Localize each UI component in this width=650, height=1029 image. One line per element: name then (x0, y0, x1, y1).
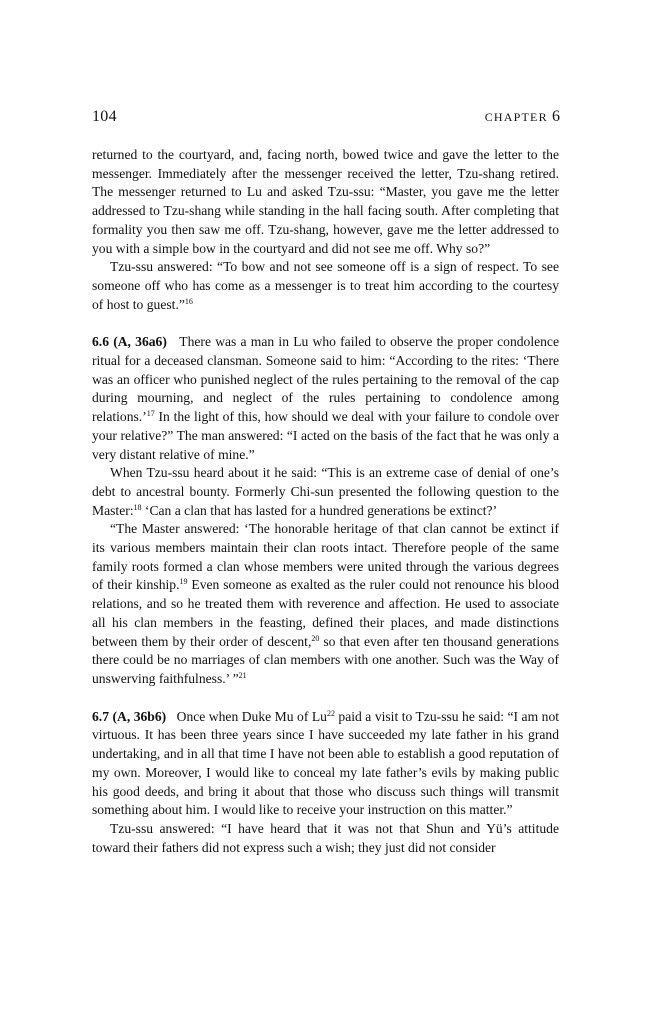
section-number: 6.6 (A, 36a6) (92, 334, 167, 350)
paragraph-text: ‘Can a clan that has lasted for a hundred generations be extinct?’ (141, 502, 498, 518)
footnote-ref: 18 (133, 502, 142, 512)
footnote-ref: 16 (184, 296, 193, 306)
paragraph-text: In the light of this, how should we deal with your failure to condole over your relative?” The man answered: “I acted on the basis of the fact that he was only a very distant relative of mine.” (92, 409, 559, 462)
chapter-heading (485, 108, 560, 126)
section-6-7 (92, 708, 559, 820)
paragraph-text: so that even after ten thousand generations there could be no marriages of clan members with one another. Such was the Way of unswerving faithfulness.’ ” (92, 633, 559, 686)
page-number: 104 (92, 108, 117, 125)
footnote-ref: 22 (326, 708, 335, 718)
paragraph-text: paid a visit to Tzu-ssu he said: “I am not virtuous. It has been three years since I have succeeded my late father in his grand undertaking, and in all that time I have not been able to establish a good reputation of my own. Moreover, I would like to conceal my late father’s evils by making public his good deeds, and bring it about that those who discuss such things will transmit something about him. I would like to receive your instruction on this matter.” (92, 708, 560, 818)
page-body (92, 146, 559, 857)
section-number: 6.7 (A, 36b6) (92, 708, 167, 724)
paragraph-text: Once when Duke Mu of Lu (176, 708, 327, 724)
paragraph-text: Tzu-ssu answered: “To bow and not see someone off is a sign of respect. To see someone off who has come as a messenger is to treat him according to the courtesy of host to guest.” (92, 259, 559, 312)
paragraph-text: “The Master answered: ‘The honorable heritage of that clan cannot be extinct if its various members maintain their clan roots intact. Therefore people of the same family roots formed a clan whose members were united through the various degrees of their kinship. (92, 521, 559, 593)
paragraph-text: Even someone as exalted as the ruler could not renounce his blood relations, and so he treated them with reverence and affection. He used to associate all his clan members in the feasting, defined their places, and made distinctions between them by their order of descent, (92, 577, 559, 649)
footnote-ref: 19 (179, 577, 188, 587)
paragraph: Tzu-ssu answered: “I have heard that it was not that Shun and Yü’s attitude toward their fathers did not express such a wish; they just did not consider (92, 820, 559, 855)
footnote-ref: 17 (146, 409, 155, 419)
paragraph (92, 464, 559, 520)
footnote-ref: 20 (311, 633, 320, 643)
running-header (92, 108, 560, 126)
paragraph (92, 520, 559, 688)
section-6-6 (92, 333, 559, 464)
footnote-ref: 21 (238, 670, 247, 680)
chapter-number: 6 (552, 108, 560, 125)
paragraph (92, 258, 559, 314)
paragraph-text: There was a man in Lu who failed to observe the proper condolence ritual for a deceased clansman. Someone said to him: “According to the rites: ‘There was an officer who punished neglect of the rules pertaining to the removal of the cap during mourning, and neglect of the rules pertaining to condolence among relations.’ (92, 334, 560, 425)
paragraph: returned to the courtyard, and, facing north, bowed twice and gave the letter to the messenger. Immediately after the messenger received the letter, Tzu-shang retired. The messenger returned to Lu and asked Tzu-ssu: “Master, you gave me the letter addressed to Tzu-shang while standing in the hall facing south. After completing that formality you then saw me off. Tzu-shang, however, gave me the letter addressed to you with a simple bow in the courtyard and did not see me off. Why so?” (92, 147, 559, 256)
chapter-label: CHAPTER (484, 110, 548, 124)
paragraph-text: When Tzu-ssu heard about it he said: “This is an extreme case of denial of one’s debt to ancestral bounty. Formerly Chi-sun presented the following question to the Master: (92, 465, 559, 518)
